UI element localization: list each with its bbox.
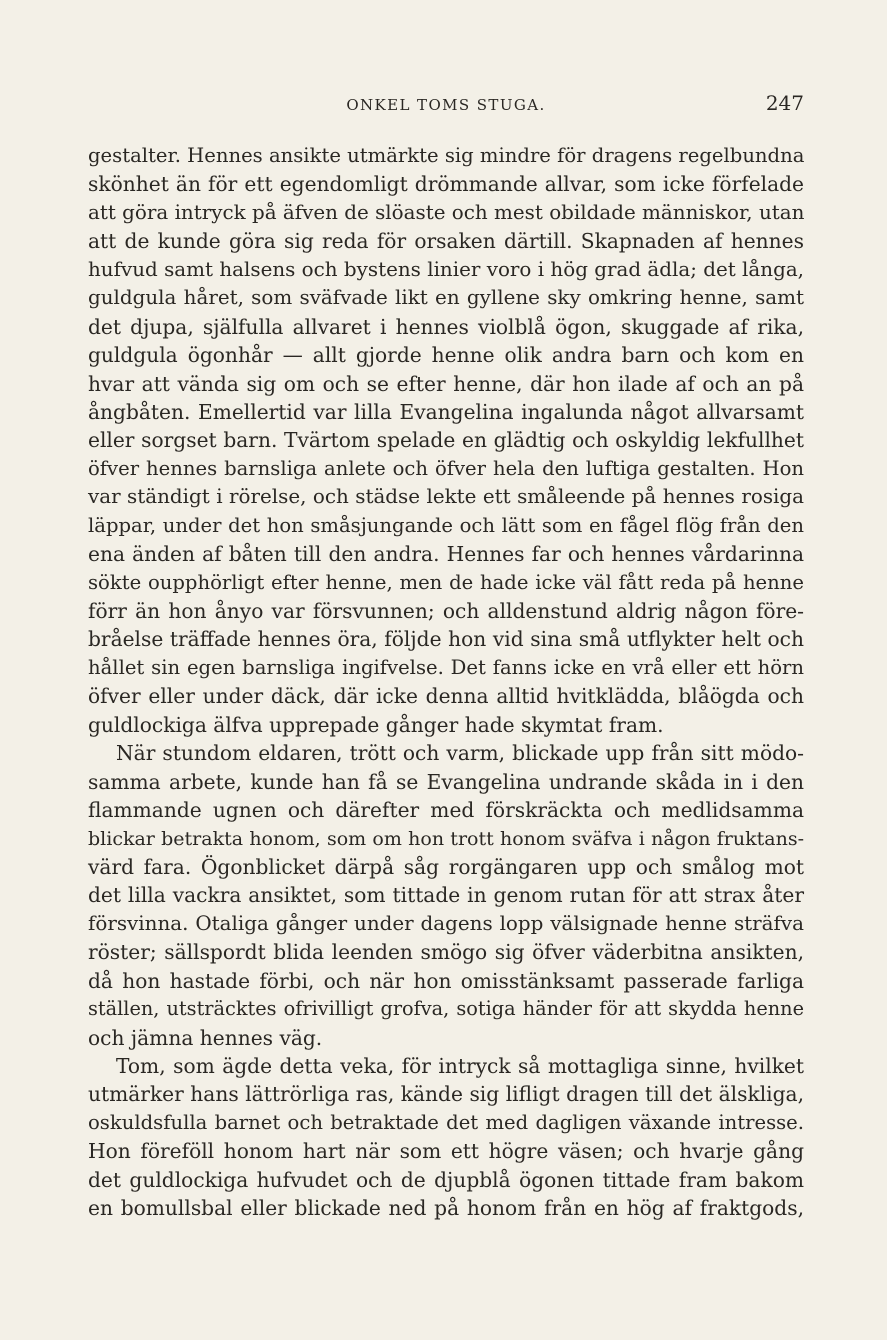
text-line: att de kunde göra sig reda för orsaken därtill. Skapnaden af hennes [88, 229, 804, 254]
text-line: oskuldsfulla barnet och betraktade det med dagligen växande intresse. [88, 1110, 804, 1134]
text-line: öfver eller under däck, där icke denna alltid hvitklädda, blåögda och [88, 684, 804, 709]
text-line: det lilla vackra ansiktet, som tittade in genom rutan för att strax åter [88, 883, 804, 908]
text-line: Hon föreföll honom hart när som ett högre väsen; och hvarje gång [88, 1139, 804, 1164]
text-line: utmärker hans lättrörliga ras, kände sig lifligt dragen till det älskliga, [88, 1082, 804, 1107]
text-line: röster; sällspordt blida leenden smögo sig öfver väderbitna ansikten, [88, 940, 804, 965]
text-line: eller sorgset barn. Tvärtom spelade en glädtig och oskyldig lekfullhet [88, 428, 804, 453]
page-number: 247 [765, 91, 804, 115]
text-line: det djupa, själfulla allvaret i hennes violblå ögon, skuggade af rika, [88, 314, 804, 339]
text-line: blickar betrakta honom, som om hon trott honom sväfva i någon fruktans- [88, 827, 804, 850]
text-line: hvar att vända sig om och se efter henne, där hon ilade af och an på [88, 371, 804, 396]
body-text [88, 142, 804, 1223]
text-line: att göra intryck på äfven de slöaste och mest obildade människor, utan [88, 200, 805, 224]
text-line: Tom, som ägde detta veka, för intryck så mottagliga sinne, hvilket [116, 1054, 804, 1078]
text-line: och jämna hennes väg. [88, 1025, 323, 1050]
running-title: ONKEL TOMS STUGA. [346, 96, 546, 114]
text-line: guldlockiga älfva upprepade gånger hade skymtat fram. [88, 712, 664, 737]
text-line: guldgula håret, som sväfvade likt en gyllene sky omkring henne, samt [88, 286, 804, 310]
text-line: bråelse träffade hennes öra, följde hon vid sina små utflykter helt och [88, 627, 804, 652]
text-line: samma arbete, kunde han få se Evangelina undrande skåda in i den [88, 769, 804, 794]
text-line: det guldlockiga hufvudet och de djupblå ögonen tittade fram bakom [88, 1167, 804, 1192]
text-line: då hon hastade förbi, och när hon omisstänksamt passerade farliga [88, 968, 804, 993]
text-line: värd fara. Ögonblicket därpå såg rorgängaren upp och smålog mot [88, 854, 804, 879]
text-line: skönhet än för ett egendomligt drömmande allvar, som icke förfelade [88, 172, 804, 197]
text-line: ena änden af båten till den andra. Hennes far och hennes vårdarinna [88, 542, 804, 567]
text-line: läppar, under det hon småsjungande och lätt som en fågel flög från den [88, 513, 804, 537]
text-line: hufvud samt halsens och bystens linier voro i hög grad ädla; det långa, [88, 257, 805, 281]
text-line: ställen, utsträcktes ofrivilligt grofva, sotiga händer för att skydda henne [88, 997, 804, 1021]
text-line: flammande ugnen och därefter med förskräckta och medlidsamma [88, 798, 804, 823]
text-line: försvinna. Otaliga gånger under dagens lopp välsignade henne sträfva [88, 911, 804, 935]
text-line: en bomullsbal eller blickade ned på honom från en hög af fraktgods, [88, 1196, 804, 1221]
text-line: var ständigt i rörelse, och städse lekte ett småleende på hennes rosiga [88, 485, 804, 509]
text-line: hållet sin egen barnsliga ingifvelse. Det fanns icke en vrå eller ett hörn [88, 655, 804, 679]
running-header [88, 91, 804, 116]
text-line: När stundom eldaren, trött och varm, blickade upp från sitt mödo- [116, 741, 804, 766]
text-line: öfver hennes barnsliga anlete och öfver hela den luftiga gestalten. Hon [88, 456, 804, 480]
text-line: sökte oupphörligt efter henne, men de hade icke väl fått reda på henne [88, 570, 804, 594]
text-line: guldgula ögonhår — allt gjorde henne olik andra barn och kom en [88, 343, 804, 368]
text-line: förr än hon ånyo var försvunnen; och alldenstund aldrig någon före- [88, 599, 804, 623]
text-line: gestalter. Hennes ansikte utmärkte sig mindre för dragens regelbundna [88, 144, 805, 167]
text-line: ångbåten. Emellertid var lilla Evangelina ingalunda något allvarsamt [88, 399, 804, 424]
